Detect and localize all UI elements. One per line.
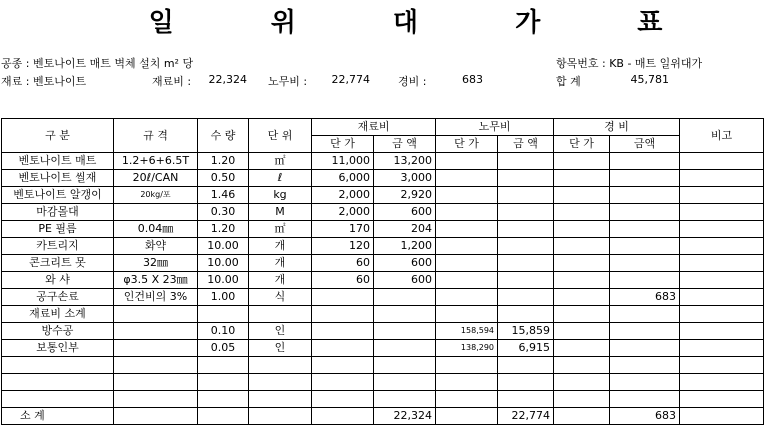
item-name: 와 샤	[2, 272, 114, 289]
item-name: 마감몰대	[2, 204, 114, 221]
item-name	[2, 357, 114, 374]
col-category: 구 분	[2, 119, 114, 153]
col-spec: 규 격	[114, 119, 198, 153]
table-row	[2, 374, 764, 391]
material-amount: 204	[374, 221, 436, 238]
material-cost-label: 재료비 :	[152, 75, 192, 88]
item-qty: 10.00	[198, 255, 249, 272]
expense-amount	[610, 221, 680, 238]
remarks-cell	[680, 391, 764, 408]
expense-amount	[610, 204, 680, 221]
total-value: 45,781	[630, 73, 669, 86]
item-spec	[114, 340, 198, 357]
material-label: 재료 : 벤토나이트	[1, 75, 87, 88]
expense-price	[554, 289, 610, 306]
expense-price	[554, 255, 610, 272]
col-unit: 단 위	[249, 119, 312, 153]
item-qty: 0.50	[198, 170, 249, 187]
item-qty: 10.00	[198, 238, 249, 255]
labor-amount	[498, 255, 554, 272]
table-row	[2, 289, 764, 306]
item-spec: φ3.5 X 23㎜	[114, 272, 198, 289]
item-spec: 화약	[114, 238, 198, 255]
item-unit: 인	[249, 323, 312, 340]
labor-amount	[498, 357, 554, 374]
item-unit: 개	[249, 272, 312, 289]
labor-price	[436, 170, 498, 187]
labor-amount: 15,859	[498, 323, 554, 340]
expense-price	[554, 272, 610, 289]
item-qty: 1.46	[198, 187, 249, 204]
col-expense: 경 비	[554, 119, 680, 136]
item-unit: ㎡	[249, 153, 312, 170]
table-row	[2, 221, 764, 238]
expense-price	[554, 374, 610, 391]
labor-price: 158,594	[436, 323, 498, 340]
table-row	[2, 170, 764, 187]
col-material-price: 단 가	[312, 136, 374, 153]
item-unit	[249, 357, 312, 374]
material-price: 60	[312, 272, 374, 289]
expense-amount	[610, 153, 680, 170]
labor-amount	[498, 204, 554, 221]
remarks-cell	[680, 238, 764, 255]
expense-value: 683	[462, 73, 483, 86]
labor-price: 138,290	[436, 340, 498, 357]
table-row	[2, 391, 764, 408]
col-remarks: 비고	[680, 119, 764, 153]
item-qty	[198, 391, 249, 408]
table-row	[2, 153, 764, 170]
expense-amount	[610, 306, 680, 323]
remarks-cell	[680, 153, 764, 170]
item-unit: 식	[249, 289, 312, 306]
expense-price	[554, 323, 610, 340]
item-qty: 10.00	[198, 272, 249, 289]
expense-amount	[610, 238, 680, 255]
material-amount: 3,000	[374, 170, 436, 187]
expense-amount: 683	[610, 289, 680, 306]
material-price: 170	[312, 221, 374, 238]
labor-price	[436, 272, 498, 289]
item-name: 재료비 소계	[2, 306, 114, 323]
material-price	[312, 306, 374, 323]
item-unit	[249, 306, 312, 323]
item-name: 보통인부	[2, 340, 114, 357]
table-row	[2, 187, 764, 204]
item-name: 방수공	[2, 323, 114, 340]
material-price: 2,000	[312, 204, 374, 221]
labor-amount: 6,915	[498, 340, 554, 357]
col-labor-amount: 금 액	[498, 136, 554, 153]
expense-amount	[610, 187, 680, 204]
expense-price	[554, 170, 610, 187]
item-unit	[249, 374, 312, 391]
item-unit: kg	[249, 187, 312, 204]
subtotal-material-amount: 22,324	[374, 408, 436, 425]
item-spec	[114, 204, 198, 221]
expense-price	[554, 391, 610, 408]
labor-amount	[498, 272, 554, 289]
remarks-cell	[680, 357, 764, 374]
item-name: PE 필름	[2, 221, 114, 238]
item-number: 항목번호 : KB - 매트 일위대가	[556, 57, 703, 70]
remarks-cell	[680, 272, 764, 289]
item-spec	[114, 374, 198, 391]
expense-price	[554, 340, 610, 357]
item-qty: 0.30	[198, 204, 249, 221]
item-unit: 인	[249, 340, 312, 357]
item-name	[2, 374, 114, 391]
remarks-cell	[680, 340, 764, 357]
table-row	[2, 306, 764, 323]
item-spec	[114, 357, 198, 374]
col-labor: 노무비	[436, 119, 554, 136]
table-row	[2, 323, 764, 340]
labor-amount	[498, 153, 554, 170]
item-name	[2, 391, 114, 408]
item-qty	[198, 357, 249, 374]
material-amount: 1,200	[374, 238, 436, 255]
subtotal-expense-amount: 683	[610, 408, 680, 425]
labor-amount	[498, 391, 554, 408]
total-label: 합 계	[556, 75, 581, 88]
labor-price	[436, 391, 498, 408]
material-amount: 600	[374, 272, 436, 289]
table-row	[2, 340, 764, 357]
expense-price	[554, 204, 610, 221]
item-unit: 개	[249, 238, 312, 255]
col-expense-amount: 금액	[610, 136, 680, 153]
subtotal-label: 소 계	[2, 408, 114, 425]
item-qty	[198, 374, 249, 391]
material-amount	[374, 357, 436, 374]
item-qty: 0.05	[198, 340, 249, 357]
labor-price	[436, 374, 498, 391]
item-qty: 0.10	[198, 323, 249, 340]
col-expense-price: 단 가	[554, 136, 610, 153]
material-price: 6,000	[312, 170, 374, 187]
page-title: 일 위 대 가 표	[148, 8, 707, 38]
material-amount	[374, 323, 436, 340]
labor-price	[436, 221, 498, 238]
labor-price	[436, 204, 498, 221]
expense-amount	[610, 170, 680, 187]
material-amount	[374, 374, 436, 391]
item-spec	[114, 323, 198, 340]
item-spec	[114, 306, 198, 323]
item-name: 콘크리트 못	[2, 255, 114, 272]
material-price	[312, 340, 374, 357]
expense-amount	[610, 391, 680, 408]
item-unit: 개	[249, 255, 312, 272]
remarks-cell	[680, 187, 764, 204]
labor-price	[436, 357, 498, 374]
labor-price	[436, 289, 498, 306]
remarks-cell	[680, 204, 764, 221]
labor-amount	[498, 289, 554, 306]
labor-amount	[498, 187, 554, 204]
material-price	[312, 357, 374, 374]
col-material-amount: 금 액	[374, 136, 436, 153]
expense-price	[554, 187, 610, 204]
item-unit: ㎡	[249, 221, 312, 238]
material-price: 11,000	[312, 153, 374, 170]
labor-price	[436, 255, 498, 272]
item-name: 카트리지	[2, 238, 114, 255]
item-spec: 20kg/포	[114, 187, 198, 204]
material-amount	[374, 306, 436, 323]
expense-price	[554, 238, 610, 255]
expense-label: 경비 :	[398, 75, 427, 88]
material-price	[312, 391, 374, 408]
material-price	[312, 323, 374, 340]
subtotal-labor-amount: 22,774	[498, 408, 554, 425]
item-spec: 인건비의 3%	[114, 289, 198, 306]
item-name: 공구손료	[2, 289, 114, 306]
labor-price	[436, 153, 498, 170]
item-spec: 1.2+6+6.5T	[114, 153, 198, 170]
labor-cost-label: 노무비 :	[268, 75, 308, 88]
expense-price	[554, 306, 610, 323]
item-name: 벤토나이트 매트	[2, 153, 114, 170]
material-price	[312, 374, 374, 391]
expense-price	[554, 357, 610, 374]
table-row	[2, 272, 764, 289]
table-row	[2, 204, 764, 221]
labor-cost-value: 22,774	[331, 73, 370, 86]
material-amount: 600	[374, 255, 436, 272]
table-row	[2, 357, 764, 374]
material-price: 120	[312, 238, 374, 255]
unit-cost-table	[1, 118, 764, 425]
item-qty	[198, 306, 249, 323]
table-row	[2, 255, 764, 272]
material-amount: 13,200	[374, 153, 436, 170]
col-material: 재료비	[312, 119, 436, 136]
material-amount	[374, 289, 436, 306]
material-price: 2,000	[312, 187, 374, 204]
expense-amount	[610, 255, 680, 272]
remarks-cell	[680, 221, 764, 238]
item-spec: 20ℓ/CAN	[114, 170, 198, 187]
remarks-cell	[680, 170, 764, 187]
expense-amount	[610, 272, 680, 289]
remarks-cell	[680, 289, 764, 306]
labor-amount	[498, 238, 554, 255]
expense-amount	[610, 374, 680, 391]
item-qty: 1.20	[198, 221, 249, 238]
expense-amount	[610, 357, 680, 374]
material-cost-value: 22,324	[208, 73, 247, 86]
item-spec: 0.04㎜	[114, 221, 198, 238]
labor-price	[436, 306, 498, 323]
item-qty: 1.20	[198, 153, 249, 170]
labor-price	[436, 238, 498, 255]
col-labor-price: 단 가	[436, 136, 498, 153]
labor-price	[436, 187, 498, 204]
expense-amount	[610, 323, 680, 340]
material-price: 60	[312, 255, 374, 272]
material-amount	[374, 391, 436, 408]
remarks-cell	[680, 306, 764, 323]
remarks-cell	[680, 323, 764, 340]
work-type: 공종 : 벤토나이트 매트 벽체 설치 m² 당	[1, 57, 194, 70]
labor-amount	[498, 306, 554, 323]
item-unit: ℓ	[249, 170, 312, 187]
subtotal-row	[2, 408, 764, 425]
material-price	[312, 289, 374, 306]
material-amount: 2,920	[374, 187, 436, 204]
item-name: 벤토나이트 알갱이	[2, 187, 114, 204]
expense-price	[554, 153, 610, 170]
item-qty: 1.00	[198, 289, 249, 306]
material-amount	[374, 340, 436, 357]
remarks-cell	[680, 255, 764, 272]
labor-amount	[498, 374, 554, 391]
item-unit	[249, 391, 312, 408]
expense-amount	[610, 340, 680, 357]
labor-amount	[498, 221, 554, 238]
expense-price	[554, 221, 610, 238]
item-name: 벤토나이트 씰재	[2, 170, 114, 187]
remarks-cell	[680, 374, 764, 391]
item-unit: M	[249, 204, 312, 221]
item-spec	[114, 391, 198, 408]
table-row	[2, 238, 764, 255]
material-amount: 600	[374, 204, 436, 221]
item-spec: 32㎜	[114, 255, 198, 272]
col-qty: 수 량	[198, 119, 249, 153]
labor-amount	[498, 170, 554, 187]
